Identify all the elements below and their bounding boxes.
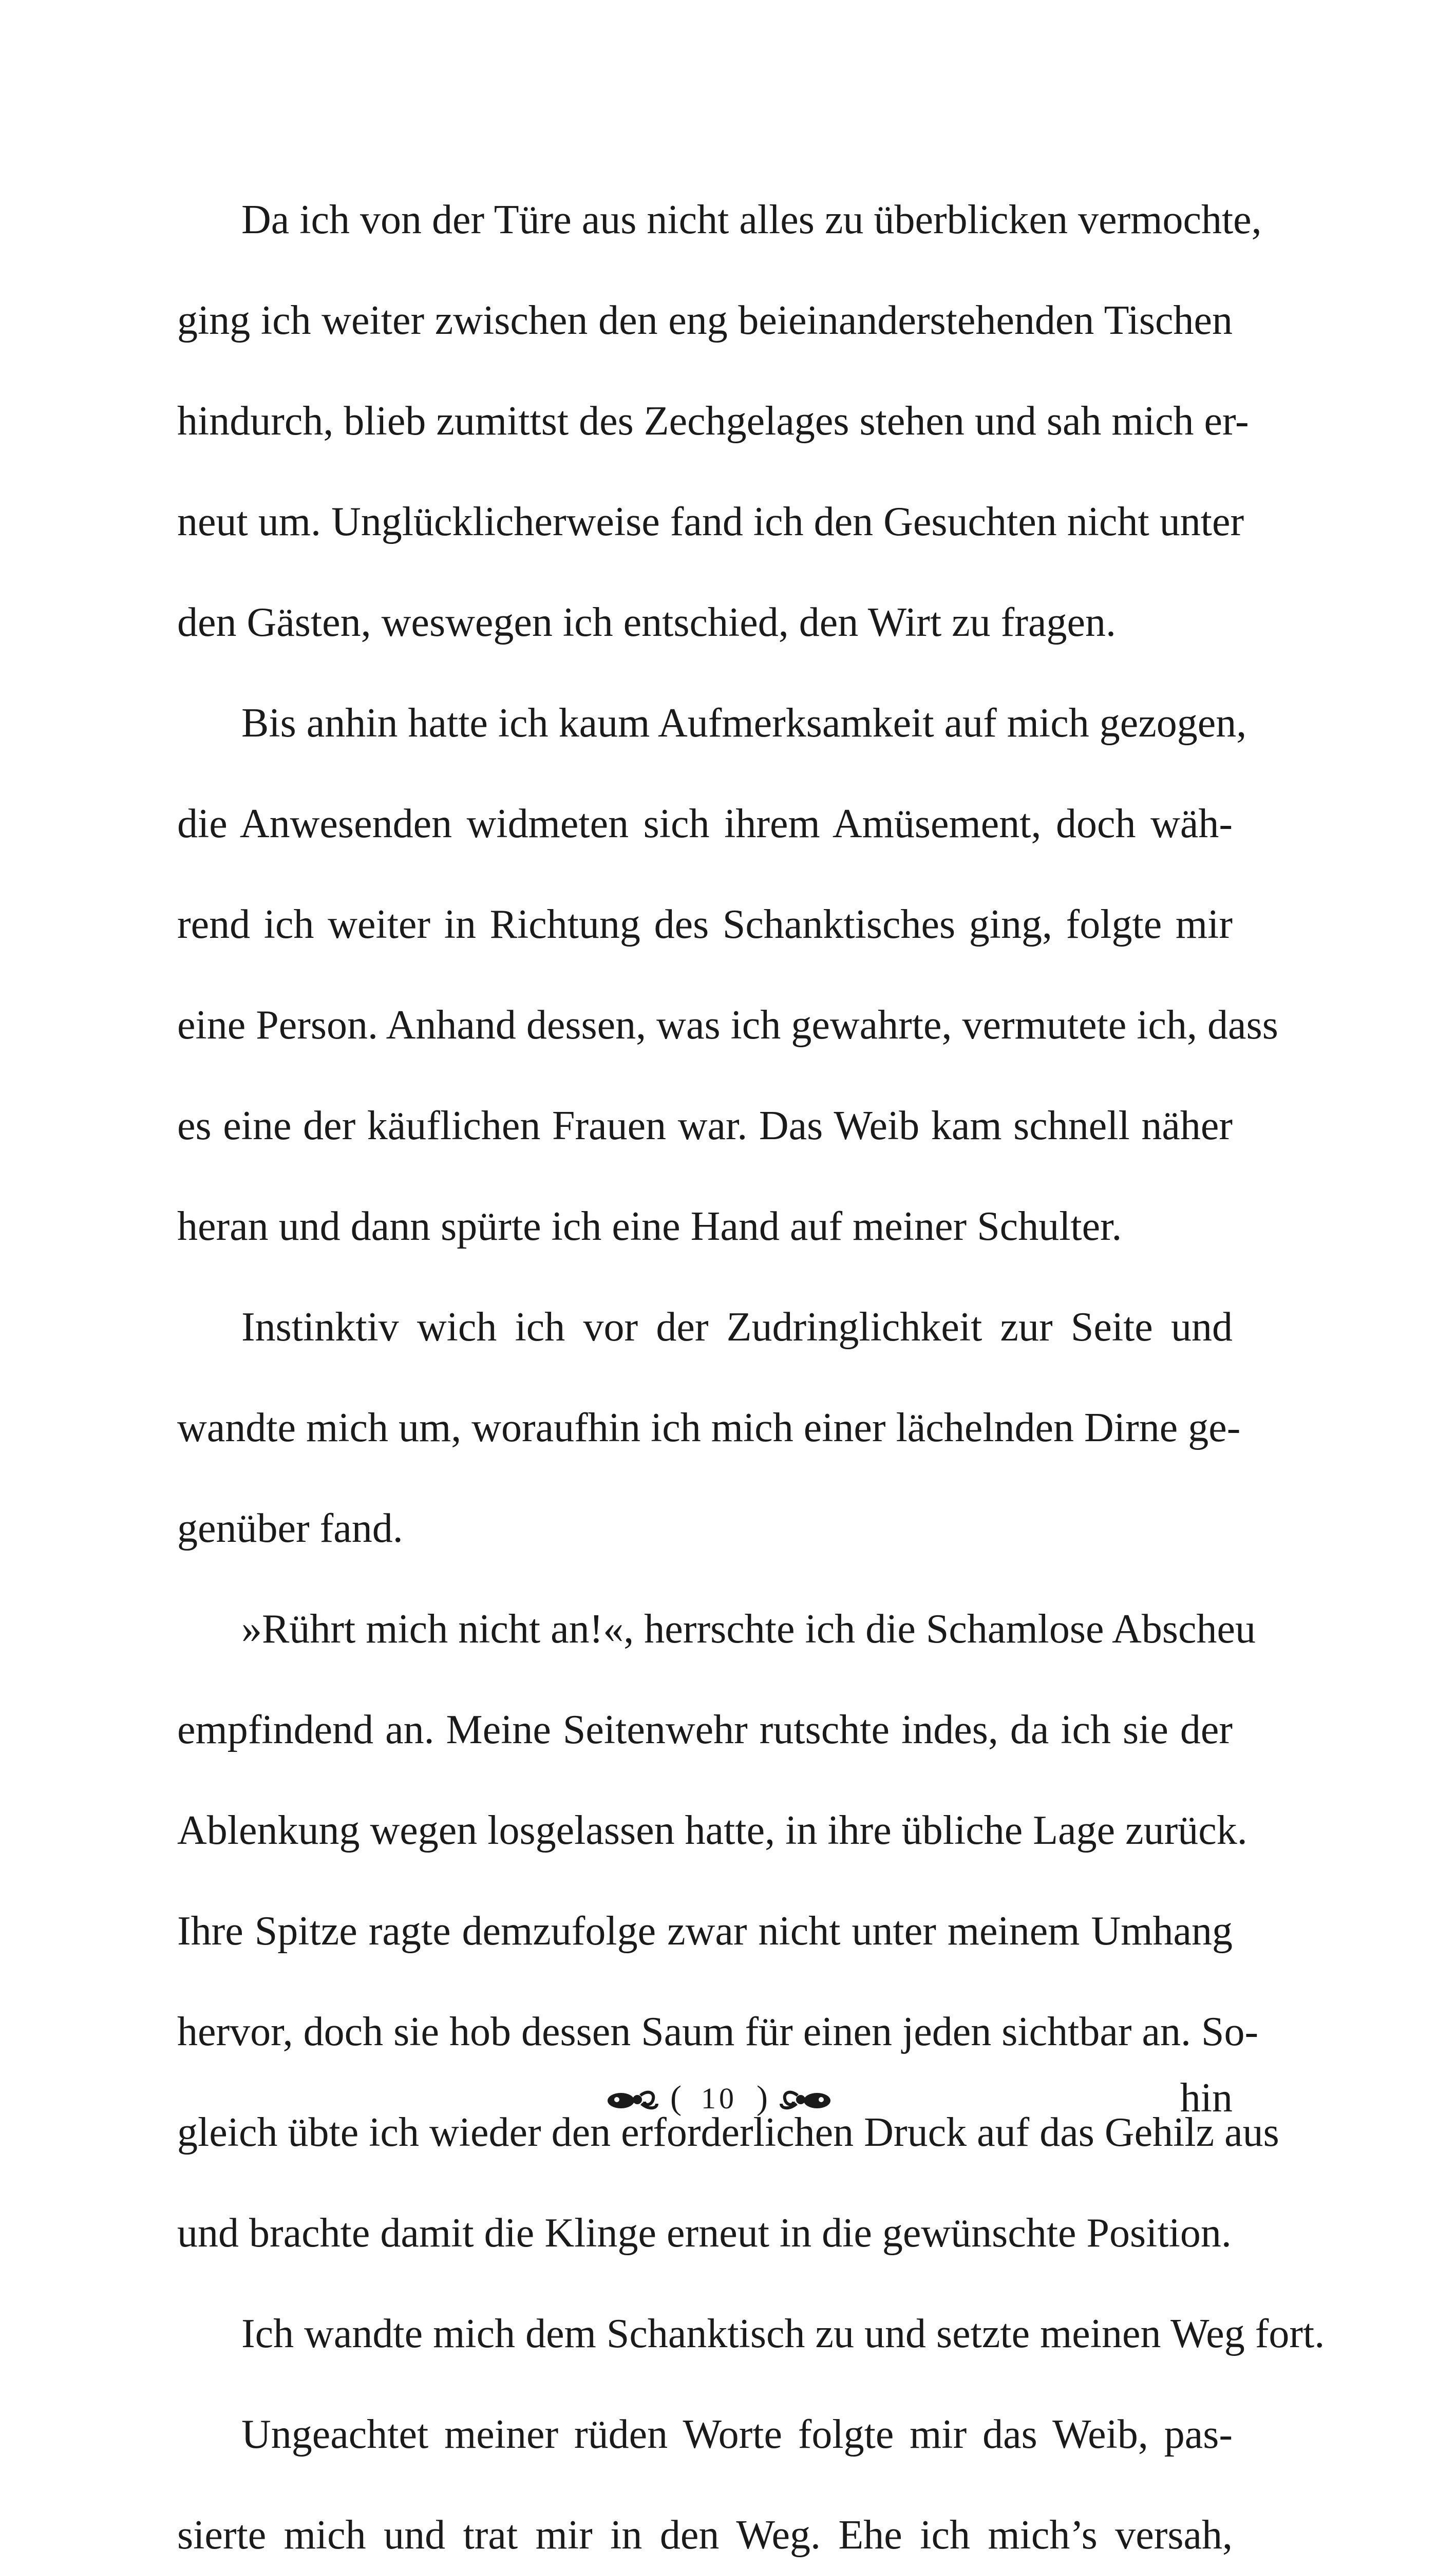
text-line: die Anwesenden widmeten sich ihrem Amüsement, doch wäh-	[177, 801, 1233, 846]
text-line: wandte mich um, woraufhin ich mich einer lächelnden Dirne ge-	[177, 1405, 1241, 1450]
text-line: neut um. Unglücklicherweise fand ich den Gesuchten nicht unter	[177, 499, 1244, 544]
text-line: Ablenkung wegen losgelassen hatte, in ihre übliche Lage zurück.	[177, 1808, 1247, 1853]
text-line: eine Person. Anhand dessen, was ich gewahrte, vermutete ich, dass	[177, 1003, 1278, 1048]
folio-open-paren: (	[670, 2079, 682, 2117]
page-number: 10	[701, 2081, 737, 2115]
book-page-text	[177, 169, 1325, 2568]
text-line: Ich wandte mich dem Schanktisch zu und setzte meinen Weg fort.	[241, 2311, 1325, 2356]
text-line: hindurch, blieb zumittst des Zechgelages stehen und sah mich er-	[177, 399, 1249, 444]
text-line: Instinktiv wich ich vor der Zudringlichkeit zur Seite und	[241, 1305, 1233, 1350]
text-line: rend ich weiter in Richtung des Schanktisches ging, folgte mir	[177, 902, 1233, 947]
text-line: ging ich weiter zwischen den eng beieinanderstehenden Tischen	[177, 298, 1233, 343]
fleuron-left-icon	[606, 2080, 662, 2116]
text-line: den Gästen, weswegen ich entschied, den Wirt zu fragen.	[177, 600, 1116, 645]
text-line: Da ich von der Türe aus nicht alles zu überblicken vermochte,	[241, 197, 1262, 242]
text-line: hervor, doch sie hob dessen Saum für einen jeden sichtbar an. So-	[177, 2009, 1259, 2054]
page-footer	[0, 2067, 1456, 2129]
text-line: Bis anhin hatte ich kaum Aufmerksamkeit auf mich gezogen,	[241, 701, 1247, 746]
text-line: Ihre Spitze ragte demzufolge zwar nicht unter meinem Umhang	[177, 1909, 1233, 1954]
folio-close-paren: )	[757, 2079, 768, 2117]
folio	[611, 2067, 827, 2129]
text-line: genüber fand.	[177, 1506, 403, 1551]
text-line: und brachte damit die Klinge erneut in die gewünschte Position.	[177, 2211, 1232, 2256]
text-line: »Rührt mich nicht an!«, herrschte ich die Schamlose Abscheu	[241, 1607, 1256, 1652]
fleuron-right-icon	[776, 2080, 833, 2116]
text-line: gleich übte ich wieder den erforderlichen Druck auf das Gehilz aus	[177, 2110, 1279, 2155]
text-line: empfindend an. Meine Seitenwehr rutschte indes, da ich sie der	[177, 1707, 1233, 1752]
text-line: sierte mich und trat mir in den Weg. Ehe ich mich’s versah,	[177, 2513, 1233, 2558]
text-line: Ungeachtet meiner rüden Worte folgte mir das Weib, pas-	[241, 2412, 1233, 2457]
text-line: heran und dann spürte ich eine Hand auf meiner Schulter.	[177, 1204, 1122, 1249]
catchword: hin	[1180, 2075, 1233, 2121]
text-line: es eine der käuflichen Frauen war. Das Weib kam schnell näher	[177, 1103, 1233, 1148]
